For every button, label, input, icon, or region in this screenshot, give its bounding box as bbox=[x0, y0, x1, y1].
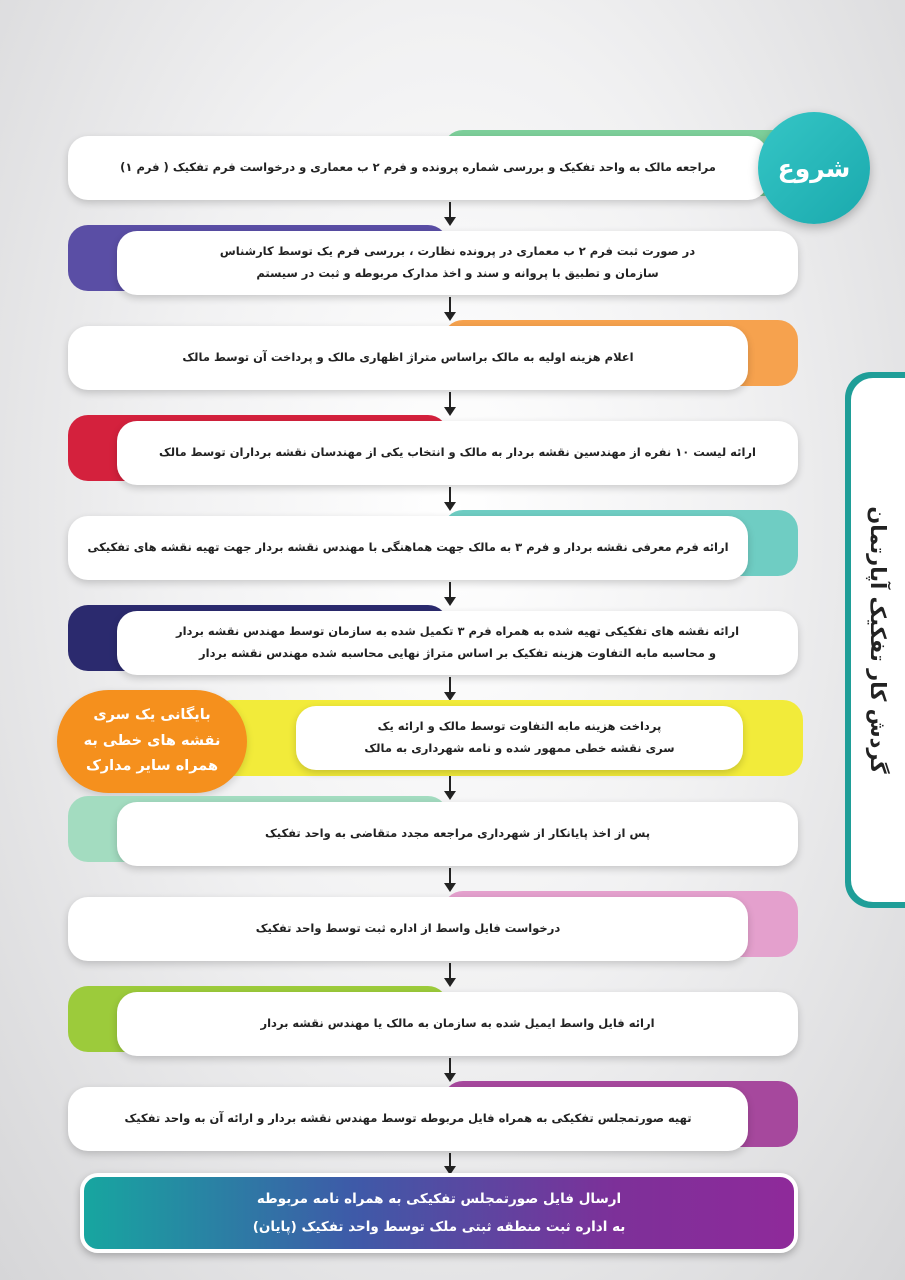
step-8-box bbox=[117, 802, 798, 866]
arrow-11 bbox=[442, 1153, 458, 1175]
step-7-text-2: سری نقشه خطی ممهور شده و نامه شهرداری به مالک bbox=[364, 741, 675, 755]
step-9-box bbox=[68, 897, 748, 961]
step-2-text-1: در صورت ثبت فرم ۲ ب معماری در پرونده نظارت ، بررسی فرم یک توسط کارشناس bbox=[219, 244, 696, 259]
step-4-text-1: ارائه لیست ۱۰ نفره از مهندسین نقشه بردار به مالک و انتخاب یکی از مهندسان نقشه برداران توسط مالک bbox=[159, 445, 756, 460]
title-panel-inner bbox=[851, 378, 905, 902]
page-title: گردش کار تفکیک آپارتمان bbox=[866, 506, 890, 774]
step-11-box bbox=[68, 1087, 748, 1151]
arrow-10 bbox=[442, 1058, 458, 1082]
step-6-box bbox=[117, 611, 798, 675]
step-11-text-1: تهیه صورتمجلس تفکیکی به همراه فایل مربوطه توسط مهندس نقشه بردار و ارائه آن به واحد تفکیک bbox=[124, 1111, 692, 1126]
arrow-8 bbox=[442, 868, 458, 892]
arrow-3 bbox=[442, 392, 458, 416]
step-6-text-2: و محاسبه مابه التفاوت هزینه تفکیک بر اساس متراژ نهایی محاسبه شده مهندس نقشه بردار bbox=[199, 646, 716, 660]
step-8-text-1: پس از اخذ پایانکار از شهرداری مراجعه مجدد متقاضی به واحد تفکیک bbox=[264, 826, 651, 841]
step-7-text-1: پرداخت هزینه مابه التفاوت توسط مالک و ارائه یک bbox=[377, 719, 662, 734]
archive-note-text-3: همراه سایر مدارک bbox=[85, 758, 219, 775]
arrow-7 bbox=[442, 776, 458, 800]
step-2-box bbox=[117, 231, 798, 295]
step-4-box bbox=[117, 421, 798, 485]
final-step-text-1: ارسال فایل صورتمجلس تفکیکی به همراه نامه مربوطه bbox=[256, 1190, 622, 1207]
step-9-text-1: درخواست فایل واسط از اداره ثبت توسط واحد تفکیک bbox=[255, 921, 561, 936]
step-3-text-1: اعلام هزینه اولیه به مالک براساس متراژ اظهاری مالک و پرداخت آن توسط مالک bbox=[182, 350, 634, 365]
step-2-text-2: سازمان و تطبیق با پروانه و سند و اخذ مدارک مربوطه و ثبت در سیستم bbox=[256, 266, 659, 280]
step-10-text-1: ارائه فایل واسط ایمیل شده به سازمان به مالک یا مهندس نقشه بردار bbox=[260, 1016, 655, 1031]
archive-note bbox=[57, 690, 247, 793]
arrow-4 bbox=[442, 487, 458, 511]
step-10-box bbox=[117, 992, 798, 1056]
final-step-box bbox=[80, 1173, 798, 1253]
step-3-box bbox=[68, 326, 748, 390]
arrow-2 bbox=[442, 297, 458, 321]
arrow-9 bbox=[442, 963, 458, 987]
archive-note-text-2: نقشه های خطی به bbox=[83, 732, 221, 749]
step-1-text-1: مراجعه مالک به واحد تفکیک و بررسی شماره پرونده و فرم ۲ ب معماری و درخواست فرم تفکیک ( فرم ۱) bbox=[120, 160, 716, 175]
arrow-5 bbox=[442, 582, 458, 606]
step-5-text-1: ارائه فرم معرفی نقشه بردار و فرم ۳ به مالک جهت هماهنگی با مهندس نقشه بردار جهت تهیه نقشه های تفکیکی bbox=[87, 540, 729, 555]
arrow-1 bbox=[442, 202, 458, 226]
start-badge: شروع bbox=[758, 112, 870, 224]
step-7-box bbox=[296, 706, 743, 770]
step-5-box bbox=[68, 516, 748, 580]
final-step-text-2: به اداره ثبت منطقه ثبتی ملک توسط واحد تفکیک (پایان) bbox=[252, 1219, 626, 1235]
arrow-6 bbox=[442, 677, 458, 701]
archive-note-text-1: بایگانی یک سری bbox=[93, 707, 211, 724]
step-6-text-1: ارائه نقشه های تفکیکی تهیه شده به همراه فرم ۳ تکمیل شده به سازمان توسط مهندس نقشه بردار bbox=[175, 624, 740, 639]
step-1-box bbox=[68, 136, 768, 200]
title-panel bbox=[845, 372, 905, 908]
